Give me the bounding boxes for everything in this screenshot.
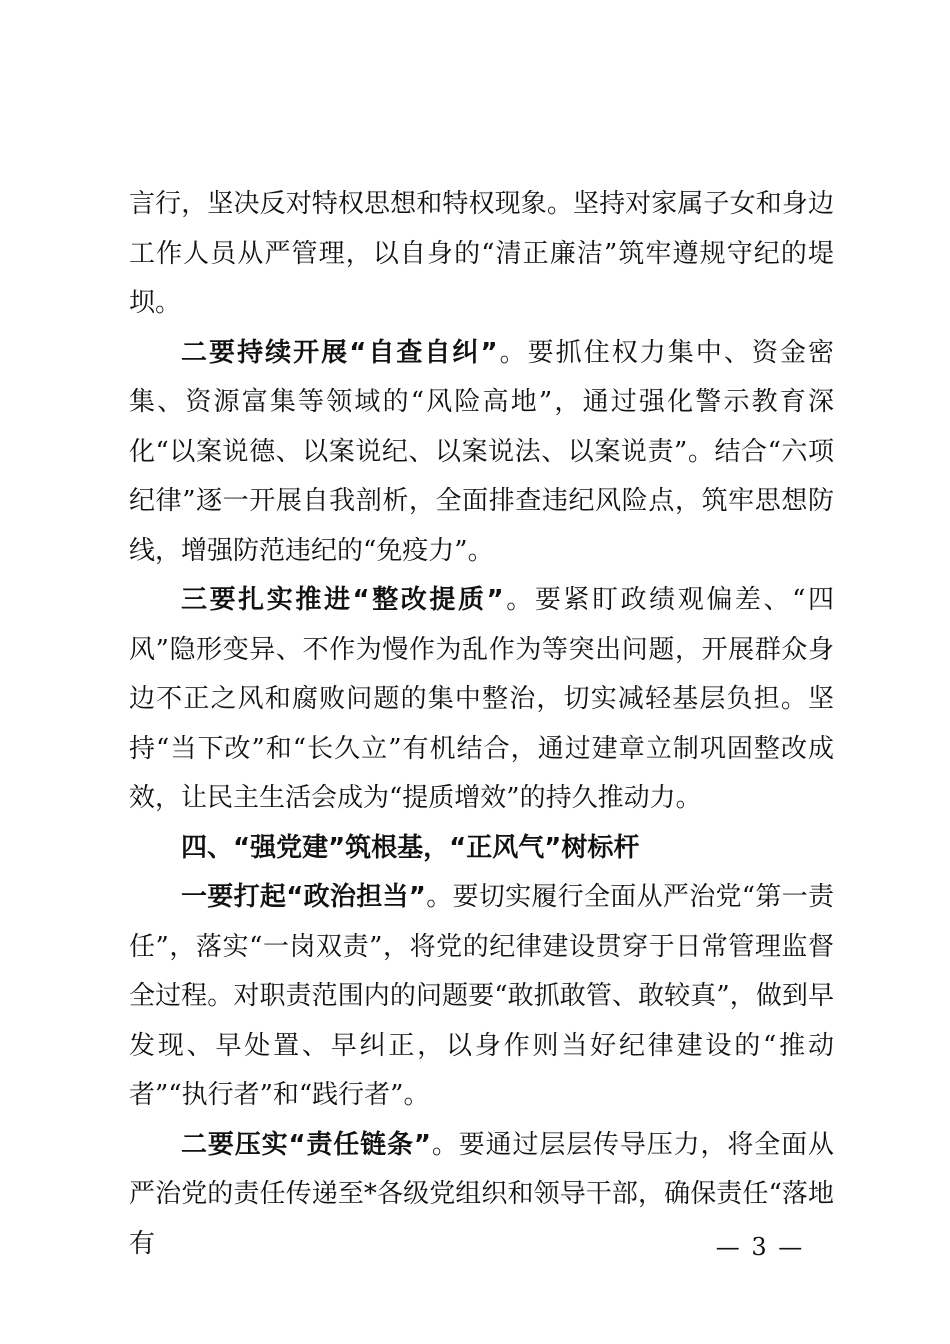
paragraph-text: 。要通过层层传导压力，将全面从严治党的责任传递至*各级党组织和领导干部，确保责任“落地有 — [129, 1129, 834, 1259]
paragraph-text: 。要抓住权力集中、资金密集、资源富集等领域的“风险高地”，通过强化警示教育深化“以案说德、以案说纪、以案说法、以案说责”。结合“六项纪律”逐一开展自我剖析，全面排查违纪风险点，筑牢思想防线，增强防范违纪的“免疫力”。 — [129, 337, 834, 566]
paragraph-text: 言行，坚决反对特权思想和特权现象。坚持对家属子女和身边工作人员从严管理，以自身的“清正廉洁”筑牢遵规守纪的堤坝。 — [129, 189, 834, 318]
paragraph-rectification — [129, 576, 834, 824]
paragraph-text: 。要紧盯政绩观偏差、“四风”隐形变异、不作为慢作为乱作为等突出问题，开展群众身边不正之风和腐败问题的集中整治，切实减轻基层负担。坚持“当下改”和“长久立”有机结合，通过建章立制巩固整改成效，让民主生活会成为“提质增效”的持久推动力。 — [129, 585, 834, 813]
section-heading: 四、“强党建”筑根基，“正风气”树标杆 — [181, 832, 640, 863]
paragraph-lead: 一要打起“政治担当” — [181, 882, 426, 912]
page-number: — 3 — — [715, 1233, 805, 1261]
paragraph-lead: 二要持续开展“自查自纠” — [181, 337, 498, 368]
paragraph-self-check — [129, 329, 834, 577]
body-text — [129, 180, 834, 1269]
paragraph-lead: 二要压实“责任链条” — [181, 1129, 431, 1160]
paragraph-text: 。要切实履行全面从严治党“第一责任”，落实“一岗双责”，将党的纪律建设贯穿于日常管理监督全过程。对职责范围内的问题要“敢抓敢管、敢较真”，做到早发现、早处置、早纠正，以身作则当好纪律建设的“推动者”“执行者”和“践行者”。 — [129, 882, 834, 1110]
paragraph-continuation — [129, 180, 834, 329]
paragraph-political-responsibility — [129, 873, 834, 1121]
paragraph-lead: 三要扎实推进“整改提质” — [181, 585, 504, 615]
